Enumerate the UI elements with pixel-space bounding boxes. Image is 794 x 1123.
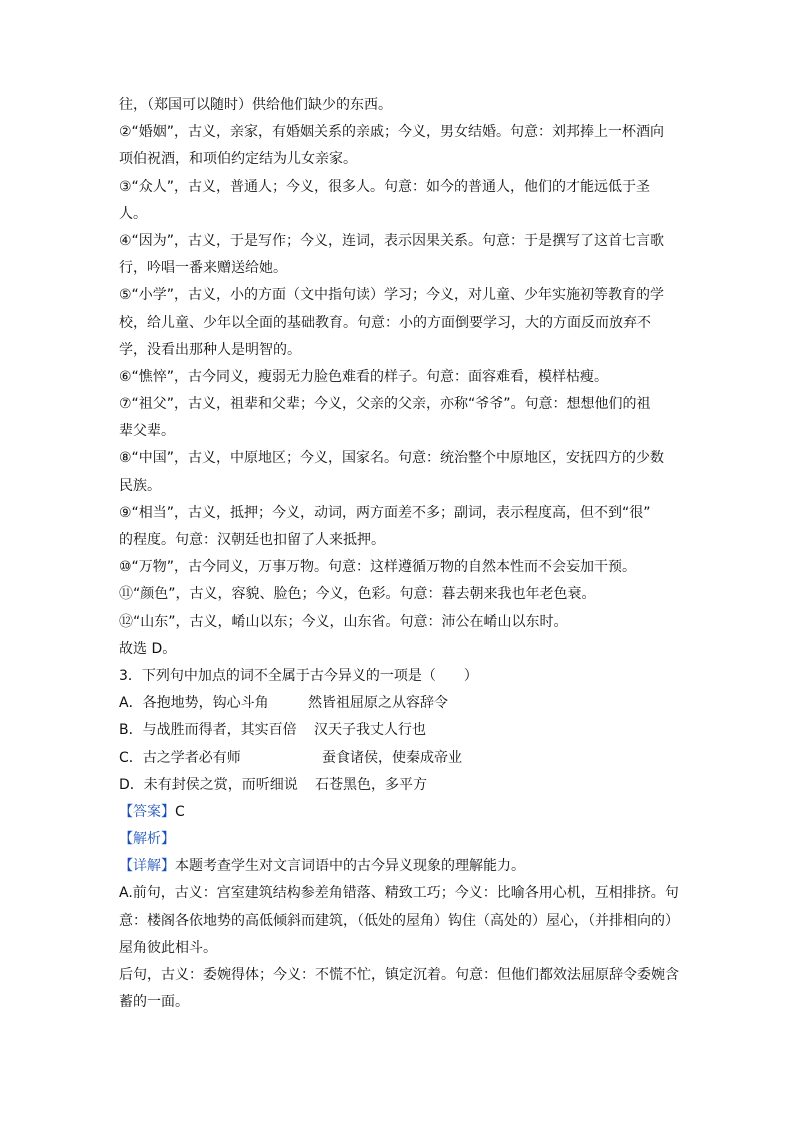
question-stem: 3．下列句中加点的词不全属于古今异义的一项是（ ） [119,667,478,684]
option-a-right: 然皆祖屈原之从容辞令 [308,695,448,712]
text-line: ⑫“山东”，古义，崤山以东；今义，山东省。句意：沛公在崤山以东时。 [119,613,568,630]
text-line: ⑧“中国”，古义，中原地区；今义，国家名。句意：统治整个中原地区，安抚四方的少数 [119,450,665,467]
text-line: ⑥“憔悴”，古今同义，瘦弱无力脸色难看的样子。句意：面容难看，模样枯瘦。 [119,368,609,385]
text-line: 行，吟唱一番来赠送给她。 [119,260,287,277]
analysis-tag: 【解析】 [119,831,175,848]
text-line: ⑨“相当”，古义，抵押；今义，动词，两方面差不多；副词，表示程度高，但不到“很” [119,504,651,521]
text-line: ⑤“小学”，古义，小的方面（文中指句读）学习；今义，对儿童、少年实施初等教育的学 [119,287,665,304]
detail-text: 本题考查学生对文言词语中的古今异义现象的理解能力。 [175,858,525,875]
text-line: ③“众人”，古义，普通人；今义，很多人。句意：如今的普通人，他们的才能远低于圣 [119,178,651,195]
text-line: 项伯祝酒，和项伯约定结为儿女亲家。 [119,151,357,168]
text-line: 人。 [119,205,147,222]
text-line: 校，给儿童、少年以全面的基础教育。句意：小的方面倒要学习，大的方面反而放弃不 [119,314,651,331]
detail-tag: 【详解】 [119,858,175,875]
text-line: 意：楼阁各依地势的高低倾斜而建筑，（低处的屋角）钩住（高处的）屋心，（并排相向的） [119,912,679,929]
answer-line [119,799,679,826]
option-b-left: B．与战胜而得者，其实百倍 [119,722,297,739]
answer-value: C [175,803,185,820]
text-line: ②“婚姻”，古义，亲家，有婚姻关系的亲戚；今义，男女结婚。句意：刘邦捧上一杯酒向 [119,124,665,141]
text-line: ⑦“祖父”，古义，祖辈和父辈；今义，父亲的父亲，亦称“爷爷”。句意：想想他们的祖 [119,396,651,413]
text-line: 屋角彼此相斗。 [119,939,217,956]
answer-tag: 【答案】 [119,803,175,820]
text-line: 学，没看出那种人是明智的。 [119,341,301,358]
option-b-right: 汉天子我丈人行也 [314,722,426,739]
option-d [119,772,679,799]
text-line: 故选 D。 [119,640,177,657]
text-line: ⑩“万物”，古今同义，万事万物。句意：这样遵循万物的自然本性而不会妄加干预。 [119,559,637,576]
text-line: A.前句，古义：宫室建筑结构参差角错落、精致工巧；今义：比喻各用心机，互相排挤。句 [119,885,679,902]
document-content [119,92,679,1016]
text-line: 蓄的一面。 [119,994,189,1011]
option-d-left: D．未有封侯之赏，而听细说 [119,776,298,793]
text-line: 的程度。句意：汉朝廷也扣留了人来抵押。 [119,532,385,548]
option-c-right: 蚕食诸侯，使秦成帝业 [322,749,462,766]
text-line: 民族。 [119,477,161,494]
option-c [119,745,679,772]
option-b [119,717,679,744]
text-line: ④“因为”，古义，于是写作；今义，连词，表示因果关系。句意：于是撰写了这首七言歌 [119,232,665,249]
analysis-line [119,826,679,853]
option-d-right: 石苍黑色，多平方 [315,776,427,793]
option-a [119,690,679,717]
text-line: 后句，古义：委婉得体；今义：不慌不忙，镇定沉着。句意：但他们都效法屈原辞令委婉含 [119,967,679,983]
detail-line [119,853,679,880]
option-a-left: A．各抱地势，钩心斗角 [119,695,269,712]
text-line: 辈父辈。 [119,423,175,440]
text-line: ⑪“颜色”，古义，容貌、脸色；今义，色彩。句意：暮去朝来我也年老色衰。 [119,586,596,603]
option-c-left: C．古之学者必有师 [119,749,241,766]
text-line: 往，（郑国可以随时）供给他们缺少的东西。 [119,97,392,113]
